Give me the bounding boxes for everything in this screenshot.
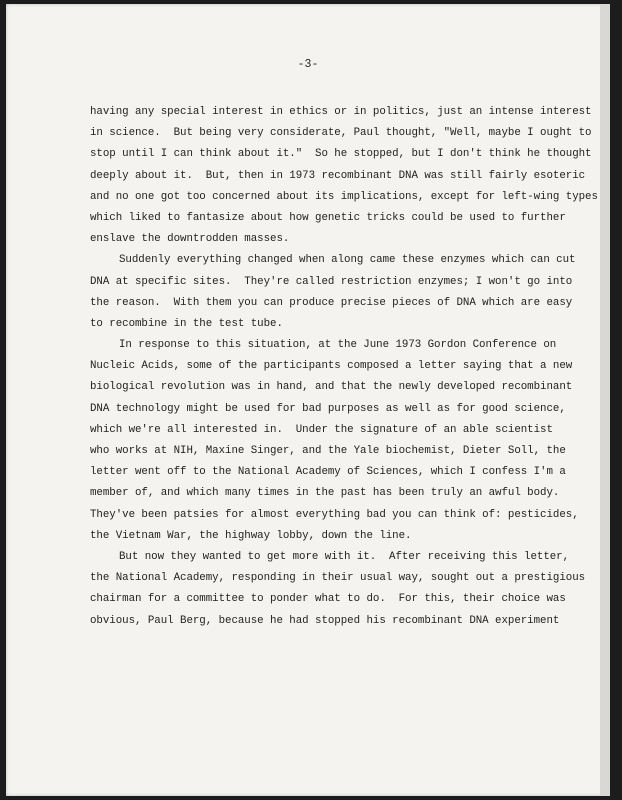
text-line: DNA technology might be used for bad purposes as well as for good science, bbox=[90, 402, 566, 415]
text-line: the reason. With them you can produce precise pieces of DNA which are easy bbox=[90, 296, 573, 309]
text-line: which liked to fantasize about how genetic tricks could be used to further bbox=[90, 211, 566, 224]
text-line: DNA at specific sites. They're called restriction enzymes; I won't go into bbox=[90, 275, 573, 288]
paragraph bbox=[90, 102, 598, 250]
page-edge bbox=[600, 4, 610, 796]
paragraph bbox=[90, 250, 590, 335]
paragraph bbox=[90, 335, 590, 547]
page-number: -3- bbox=[297, 58, 319, 71]
text-line: But now they wanted to get more with it. After receiving this letter, bbox=[119, 550, 570, 563]
text-line: and no one got too concerned about its implications, except for left-wing types bbox=[90, 190, 598, 203]
text-line: the National Academy, responding in their usual way, sought out a prestigious bbox=[90, 572, 586, 585]
text-line: obvious, Paul Berg, because he had stopped his recombinant DNA experiment bbox=[90, 614, 560, 627]
text-line: to recombine in the test tube. bbox=[90, 317, 283, 330]
text-line: Suddenly everything changed when along came these enzymes which can cut bbox=[119, 254, 576, 267]
text-line: enslave the downtrodden masses. bbox=[90, 233, 290, 246]
text-line: Nucleic Acids, some of the participants composed a letter saying that a new bbox=[90, 360, 573, 373]
text-line: In response to this situation, at the June 1973 Gordon Conference on bbox=[119, 339, 557, 352]
document-page bbox=[6, 4, 610, 796]
text-line: biological revolution was in hand, and that the newly developed recombinant bbox=[90, 381, 573, 394]
text-line: the Vietnam War, the highway lobby, down the line. bbox=[90, 529, 412, 542]
text-line: in science. But being very considerate, Paul thought, "Well, maybe I ought to bbox=[90, 127, 592, 140]
body-text bbox=[90, 102, 598, 632]
text-line: deeply about it. But, then in 1973 recombinant DNA was still fairly esoteric bbox=[90, 169, 586, 182]
text-line: They've been patsies for almost everything bad you can think of: pesticides, bbox=[90, 508, 579, 521]
text-line: member of, and which many times in the past has been truly an awful body. bbox=[90, 487, 560, 500]
text-line: chairman for a committee to ponder what to do. For this, their choice was bbox=[90, 593, 566, 606]
text-line: having any special interest in ethics or in politics, just an intense interest bbox=[90, 106, 592, 118]
text-line: who works at NIH, Maxine Singer, and the Yale biochemist, Dieter Soll, the bbox=[90, 445, 566, 457]
paragraph bbox=[90, 547, 590, 632]
text-line: letter went off to the National Academy of Sciences, which I confess I'm a bbox=[90, 466, 566, 479]
text-line: stop until I can think about it." So he stopped, but I don't think he thought bbox=[90, 148, 592, 161]
text-line: which we're all interested in. Under the signature of an able scientist bbox=[90, 423, 553, 436]
